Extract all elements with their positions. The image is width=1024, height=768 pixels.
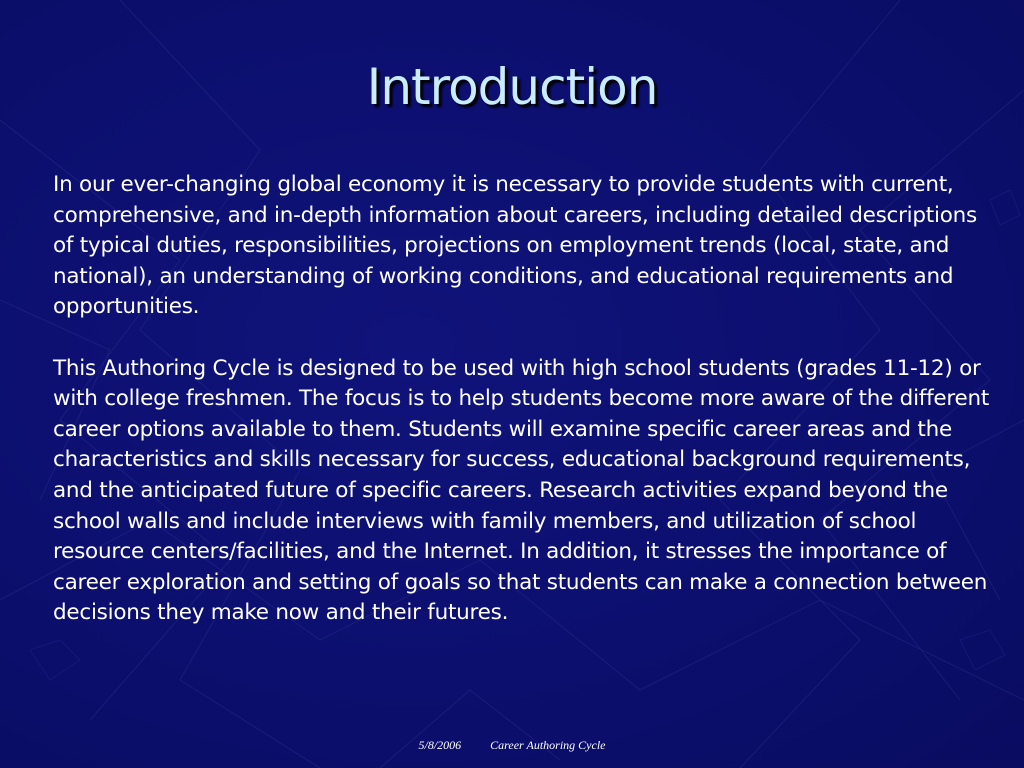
intro-paragraph-2: This Authoring Cycle is designed to be used with high school students (grades 11-12) or with college freshmen. The focus is to help students become more aware of the different career options available to them. Students will examine specific career areas and the characteristics and skills necessary for success, educational background requirements, and the anticipated future of specific careers. Research activities expand beyond the school walls and include interviews with family members, and utilization of school resource centers/facilities, and the Internet. In addition, it stresses the importance of career exploration and setting of goals so that students can make a connection between decisions they make now and their futures.	[53, 355, 990, 626]
slide-body	[53, 170, 993, 629]
slide-title: Introduction	[366, 58, 658, 116]
slide-footer	[0, 738, 1024, 753]
intro-paragraph-1: In our ever-changing global economy it is necessary to provide students with current, comprehensive, and in-depth information about careers, including detailed descriptions of typical duties, responsibilities, projections on employment trends (local, state, and national), an understanding of working conditions, and educational requirements and opportunities.	[53, 172, 977, 320]
footer-date: 5/8/2006	[418, 738, 462, 752]
footer-label: Career Authoring Cycle	[490, 738, 606, 752]
